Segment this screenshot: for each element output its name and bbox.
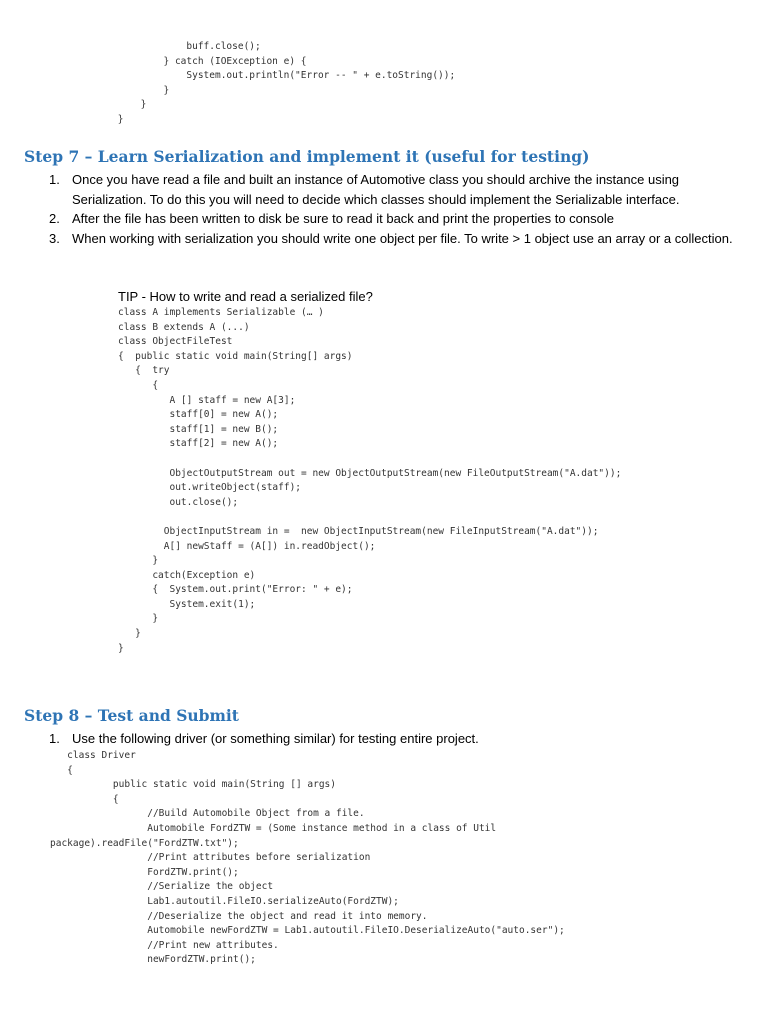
top-code-block bbox=[72, 40, 455, 128]
code-line: } bbox=[118, 628, 141, 640]
code-line: out.writeObject(staff); bbox=[118, 482, 302, 494]
code-line: A [] staff = new A[3]; bbox=[118, 394, 296, 406]
code-line: staff[2] = new A(); bbox=[118, 438, 279, 450]
code-line: staff[0] = new A(); bbox=[118, 409, 279, 421]
driver-code-block bbox=[50, 749, 565, 968]
list-item bbox=[24, 209, 736, 229]
code-line: { public static void main(String[] args) bbox=[118, 350, 353, 362]
code-line: package).readFile("FordZTW.txt"); bbox=[50, 837, 239, 849]
list-number: 2. bbox=[49, 211, 60, 227]
code-line: Automobile FordZTW = (Some instance method in a class of Util bbox=[50, 822, 497, 834]
list-number: 3. bbox=[49, 230, 60, 246]
step7-list bbox=[24, 170, 736, 248]
code-line: { bbox=[118, 379, 159, 391]
code-line: System.exit(1); bbox=[118, 598, 256, 610]
tip-title: TIP - How to write and read a serialized file? bbox=[118, 289, 373, 304]
code-line: Automobile newFordZTW = Lab1.autoutil.FileIO.DeserializeAuto("auto.ser"); bbox=[50, 925, 565, 937]
code-line: } bbox=[118, 555, 159, 567]
code-line: } bbox=[72, 84, 170, 96]
code-line: A[] newStaff = (A[]) in.readObject(); bbox=[118, 540, 376, 552]
code-line: out.close(); bbox=[118, 496, 239, 508]
code-line: class ObjectFileTest bbox=[118, 336, 233, 348]
code-line: //Print attributes before serialization bbox=[50, 852, 371, 864]
code-line: catch(Exception e) bbox=[118, 569, 256, 581]
list-item bbox=[24, 170, 736, 209]
code-line: //Serialize the object bbox=[50, 881, 274, 893]
code-line: ObjectInputStream in = new ObjectInputStream(new FileInputStream("A.dat")); bbox=[118, 525, 599, 537]
list-number: 1. bbox=[49, 731, 60, 746]
code-line: } bbox=[118, 642, 124, 654]
list-item bbox=[24, 729, 736, 749]
code-line: class A implements Serializable (… ) bbox=[118, 307, 324, 318]
code-line: buff.close(); bbox=[72, 41, 261, 52]
code-line: staff[1] = new B(); bbox=[118, 423, 279, 435]
code-line: System.out.println("Error -- " + e.toString()); bbox=[72, 70, 456, 82]
code-line: } bbox=[72, 113, 124, 125]
list-number: 1. bbox=[49, 172, 60, 187]
code-line: public static void main(String [] args) bbox=[50, 779, 336, 791]
code-line: } catch (IOException e) { bbox=[72, 55, 307, 67]
step8-heading: Step 8 – Test and Submit bbox=[24, 706, 239, 725]
list-item bbox=[24, 229, 736, 249]
code-line: //Deserialize the object and read it into memory. bbox=[50, 910, 428, 922]
step8-list bbox=[24, 729, 736, 749]
code-line: newFordZTW.print(); bbox=[50, 954, 256, 966]
code-line: FordZTW.print(); bbox=[50, 866, 239, 878]
code-line: Lab1.autoutil.FileIO.serializeAuto(FordZTW); bbox=[50, 895, 399, 907]
code-line: } bbox=[118, 613, 159, 625]
list-text: After the file has been written to disk be sure to read it back and print the properties to console bbox=[72, 211, 614, 227]
list-text: Use the following driver (or something similar) for testing entire project. bbox=[72, 731, 479, 746]
list-text: Once you have read a file and built an instance of Automotive class you should archive the instance using Serialization. To do this you will need to decide which classes should implement the Serializable interface. bbox=[72, 172, 680, 207]
code-line: } bbox=[72, 99, 147, 111]
code-line: { System.out.print("Error: " + e); bbox=[118, 584, 353, 596]
code-line: ObjectOutputStream out = new ObjectOutputStream(new FileOutputStream("A.dat")); bbox=[118, 467, 622, 479]
tip-code-block bbox=[118, 306, 621, 656]
code-line: class B extends A (...) bbox=[118, 321, 250, 333]
list-text: When working with serialization you should write one object per file. To write > 1 object use an array or a collection. bbox=[72, 230, 733, 246]
code-line: { try bbox=[118, 365, 170, 377]
code-line: class Driver bbox=[50, 750, 136, 761]
code-line: { bbox=[50, 764, 73, 776]
code-line: //Build Automobile Object from a file. bbox=[50, 808, 365, 820]
code-line: //Print new attributes. bbox=[50, 939, 279, 951]
code-line: { bbox=[50, 793, 119, 805]
step7-heading: Step 7 – Learn Serialization and implement it (useful for testing) bbox=[24, 147, 590, 166]
